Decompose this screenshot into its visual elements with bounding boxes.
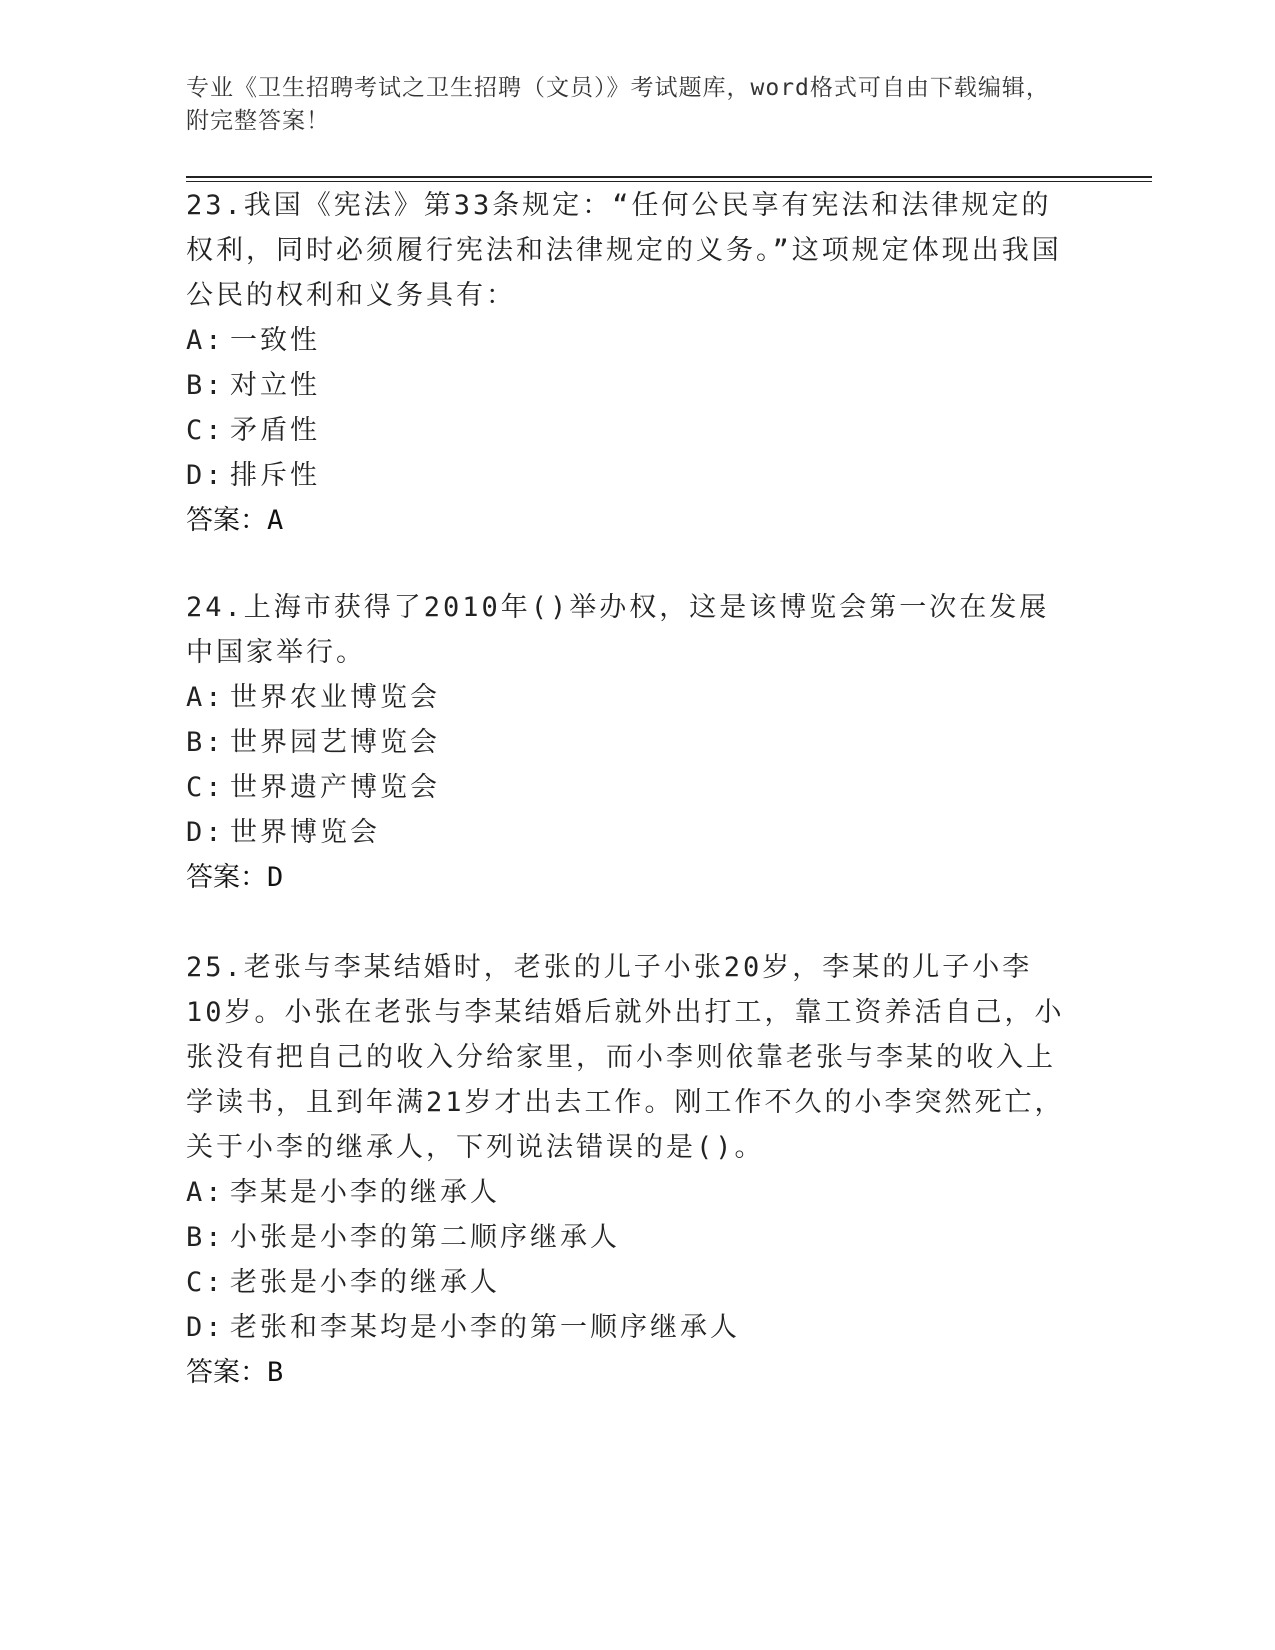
answer-line [186, 1350, 1066, 1395]
option-text: 矛盾性 [230, 415, 320, 446]
option-d [186, 1305, 1066, 1350]
option-letter: A: [186, 1177, 225, 1208]
option-letter: D: [186, 460, 225, 491]
answer-label: 答案： [186, 505, 267, 536]
option-a [186, 675, 1066, 720]
answer-value: B [267, 1357, 284, 1388]
option-text: 世界博览会 [230, 817, 380, 848]
option-b [186, 363, 1066, 408]
option-letter: B: [186, 370, 225, 401]
question-stem: 23.我国《宪法》第33条规定：“任何公民享有宪法和法律规定的权利，同时必须履行宪法和法律规定的义务。”这项规定体现出我国公民的权利和义务具有： [186, 190, 1062, 311]
option-letter: A: [186, 325, 225, 356]
answer-value: D [267, 862, 284, 893]
option-text: 世界园艺博览会 [230, 727, 440, 758]
option-c [186, 408, 1066, 453]
option-letter: D: [186, 1312, 225, 1343]
option-text: 世界农业博览会 [230, 682, 440, 713]
option-text: 世界遗产博览会 [230, 772, 440, 803]
answer-line [186, 855, 1066, 900]
option-letter: D: [186, 817, 225, 848]
option-d [186, 453, 1066, 498]
option-letter: C: [186, 415, 225, 446]
option-letter: A: [186, 682, 225, 713]
option-a [186, 318, 1066, 363]
option-c [186, 765, 1066, 810]
header-divider [186, 176, 1152, 182]
option-b [186, 1215, 1066, 1260]
option-text: 小张是小李的第二顺序继承人 [230, 1222, 620, 1253]
option-b [186, 720, 1066, 765]
question-stem: 24.上海市获得了2010年()举办权，这是该博览会第一次在发展中国家举行。 [186, 592, 1050, 668]
option-text: 李某是小李的继承人 [230, 1177, 500, 1208]
option-a [186, 1170, 1066, 1215]
question-stem: 25.老张与李某结婚时，老张的儿子小张20岁，李某的儿子小李10岁。小张在老张与李某结婚后就外出打工，靠工资养活自己，小张没有把自己的收入分给家里，而小李则依靠老张与李某的收入上学读书，且到年满21岁才出去工作。刚工作不久的小李突然死亡，关于小李的继承人，下列说法错误的是()。 [186, 952, 1065, 1163]
option-text: 排斥性 [230, 460, 320, 491]
option-c [186, 1260, 1066, 1305]
option-letter: C: [186, 1267, 225, 1298]
answer-label: 答案： [186, 862, 267, 893]
option-text: 老张和李某均是小李的第一顺序继承人 [230, 1312, 740, 1343]
question-24 [186, 585, 1066, 900]
question-23 [186, 183, 1066, 543]
answer-label: 答案： [186, 1357, 267, 1388]
question-25 [186, 945, 1066, 1395]
answer-line [186, 498, 1066, 543]
option-letter: B: [186, 727, 225, 758]
option-text: 老张是小李的继承人 [230, 1267, 500, 1298]
option-d [186, 810, 1066, 855]
option-letter: C: [186, 772, 225, 803]
option-letter: B: [186, 1222, 225, 1253]
document-header: 专业《卫生招聘考试之卫生招聘（文员）》考试题库，word格式可自由下载编辑，附完整答案！ [186, 75, 1050, 134]
answer-value: A [267, 505, 284, 536]
option-text: 对立性 [230, 370, 320, 401]
option-text: 一致性 [230, 325, 320, 356]
